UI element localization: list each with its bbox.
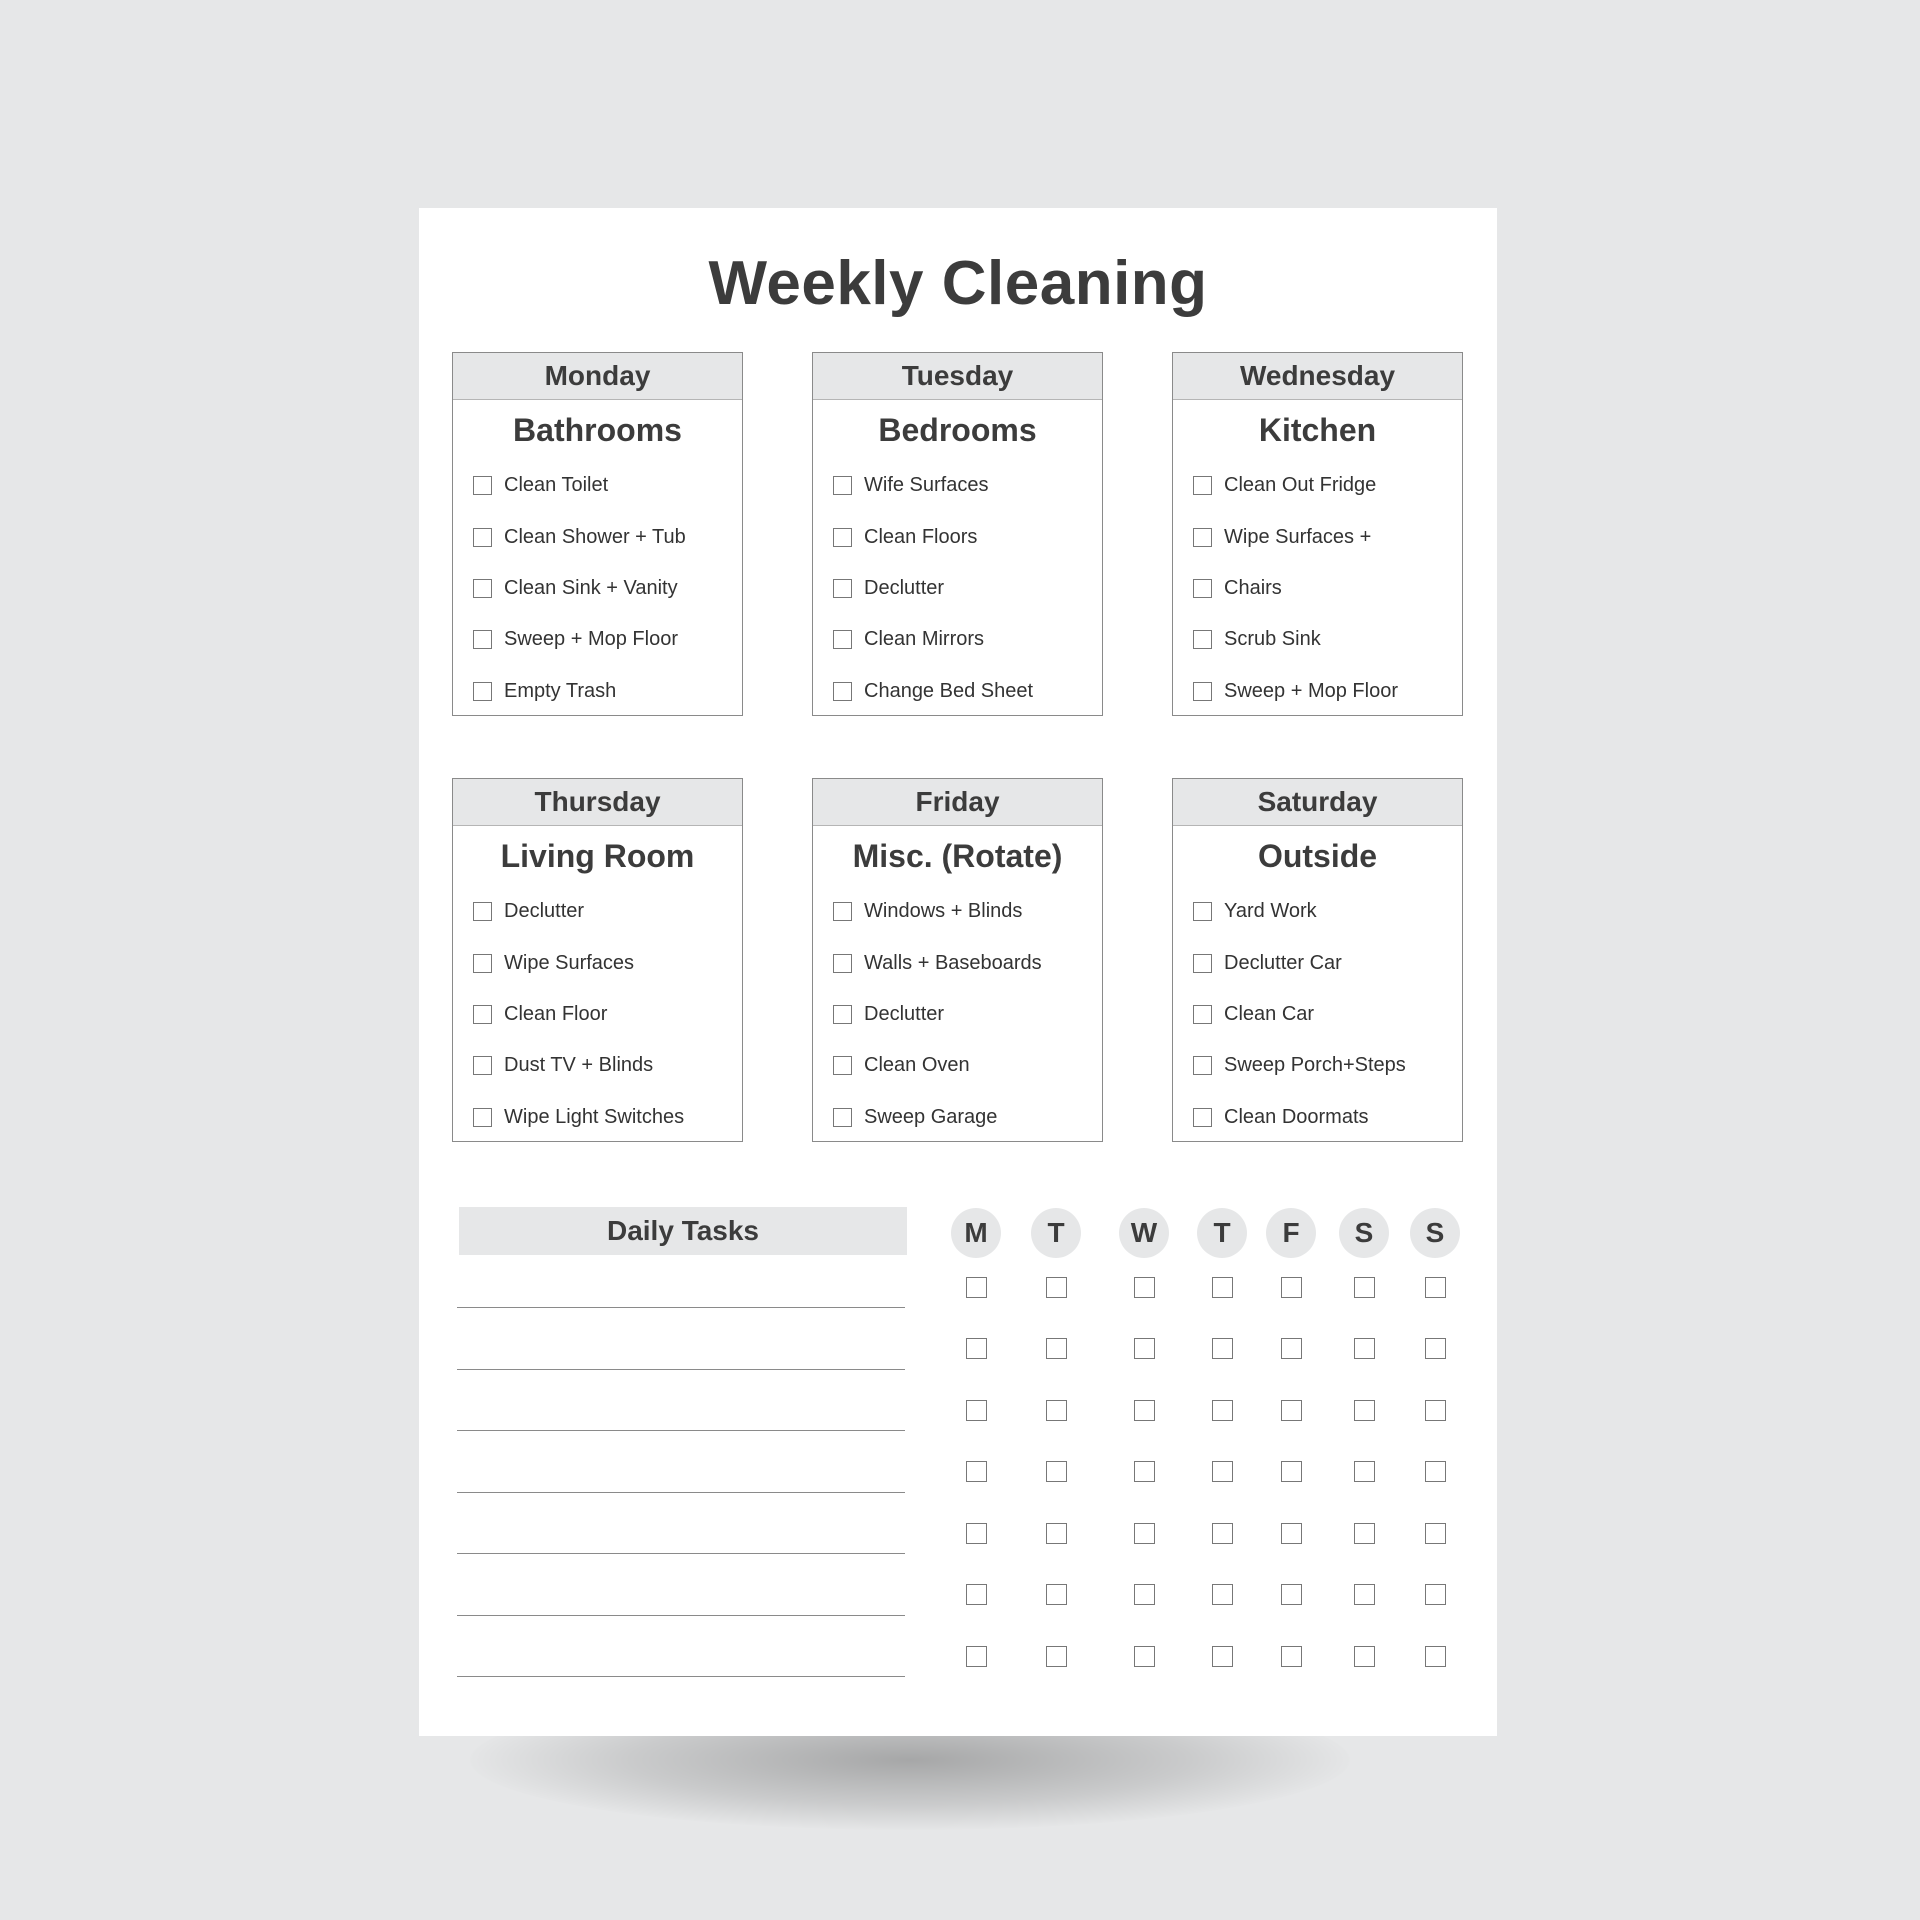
task-list [453, 460, 742, 717]
task-checkbox[interactable] [1193, 1056, 1212, 1075]
task-item [453, 614, 742, 665]
task-item [813, 989, 1102, 1040]
daily-checkbox[interactable] [1425, 1584, 1446, 1605]
daily-task-line[interactable] [457, 1615, 905, 1616]
task-checkbox[interactable] [473, 682, 492, 701]
task-checkbox[interactable] [1193, 1108, 1212, 1127]
daily-checkbox[interactable] [1281, 1277, 1302, 1298]
task-checkbox[interactable] [1193, 954, 1212, 973]
day-card-heading: Monday [453, 353, 742, 400]
daily-checkbox[interactable] [1354, 1277, 1375, 1298]
daily-task-line[interactable] [457, 1553, 905, 1554]
day-card-heading: Tuesday [813, 353, 1102, 400]
daily-checkbox[interactable] [1212, 1646, 1233, 1667]
task-label: Sweep Garage [864, 1105, 998, 1128]
daily-checkbox[interactable] [1212, 1277, 1233, 1298]
task-item [813, 460, 1102, 511]
task-label: Clean Oven [864, 1054, 970, 1077]
task-checkbox[interactable] [1193, 682, 1212, 701]
task-label: Clean Floors [864, 525, 978, 548]
day-card-monday [452, 352, 743, 716]
daily-checkbox[interactable] [966, 1338, 987, 1359]
page-title: Weekly Cleaning [708, 249, 1208, 318]
daily-checkbox[interactable] [1046, 1584, 1067, 1605]
day-card-saturday [1172, 778, 1463, 1142]
task-item [453, 886, 742, 937]
daily-checkbox[interactable] [1425, 1338, 1446, 1359]
task-label: Clean Out Fridge [1224, 474, 1377, 497]
task-item [1173, 886, 1462, 937]
room-title: Kitchen [1258, 412, 1377, 448]
daily-checkbox[interactable] [1281, 1584, 1302, 1605]
daily-checkbox[interactable] [1134, 1461, 1155, 1482]
daily-checkbox[interactable] [1425, 1646, 1446, 1667]
task-label: Wipe Surfaces [504, 951, 635, 974]
task-item [453, 937, 742, 988]
daily-checkbox[interactable] [966, 1277, 987, 1298]
day-card-heading: Wednesday [1173, 353, 1462, 400]
daily-checkbox[interactable] [1354, 1338, 1375, 1359]
task-label: Declutter [864, 576, 945, 599]
task-checkbox[interactable] [833, 682, 852, 701]
task-item [1173, 614, 1462, 665]
task-item [1173, 989, 1462, 1040]
daily-checkbox[interactable] [1354, 1646, 1375, 1667]
daily-checkbox[interactable] [1281, 1461, 1302, 1482]
task-item [813, 511, 1102, 562]
weekday-circle: F [1266, 1208, 1316, 1258]
daily-task-line[interactable] [457, 1307, 905, 1308]
daily-checkbox[interactable] [966, 1584, 987, 1605]
task-checkbox[interactable] [1193, 476, 1212, 495]
task-item [453, 563, 742, 614]
task-label: Declutter [864, 1002, 945, 1025]
task-checkbox[interactable] [1193, 630, 1212, 649]
daily-checkbox[interactable] [966, 1400, 987, 1421]
daily-task-line[interactable] [457, 1492, 905, 1493]
daily-checkbox[interactable] [1134, 1338, 1155, 1359]
task-label: Clean Mirrors [864, 628, 985, 651]
daily-checkbox[interactable] [1212, 1523, 1233, 1544]
task-item [1173, 1092, 1462, 1143]
task-checkbox[interactable] [833, 1005, 852, 1024]
task-label: Clean Car [1224, 1002, 1315, 1025]
daily-checkbox[interactable] [966, 1646, 987, 1667]
task-item [813, 563, 1102, 614]
day-card-tuesday [812, 352, 1103, 716]
task-label: Sweep + Mop Floor [1224, 679, 1398, 702]
daily-checkbox[interactable] [1425, 1400, 1446, 1421]
daily-checkbox[interactable] [1134, 1277, 1155, 1298]
task-item [1173, 1040, 1462, 1091]
task-label: Scrub Sink [1224, 628, 1321, 651]
weekday-circle: S [1410, 1208, 1460, 1258]
task-checkbox[interactable] [833, 579, 852, 598]
room-title: Misc. (Rotate) [852, 838, 1063, 874]
daily-checkbox[interactable] [1354, 1523, 1375, 1544]
task-label: Wipe Surfaces + [1224, 525, 1372, 548]
task-checkbox[interactable] [833, 1056, 852, 1075]
daily-checkbox[interactable] [1425, 1277, 1446, 1298]
task-item [1173, 563, 1462, 614]
daily-checkbox[interactable] [1281, 1646, 1302, 1667]
daily-checkbox[interactable] [1354, 1400, 1375, 1421]
daily-checkbox[interactable] [1354, 1584, 1375, 1605]
task-checkbox[interactable] [473, 902, 492, 921]
task-list [1173, 460, 1462, 717]
task-label: Yard Work [1224, 900, 1317, 923]
daily-checkbox[interactable] [1212, 1338, 1233, 1359]
task-label: Clean Doormats [1224, 1105, 1369, 1128]
room-title: Outside [1257, 838, 1378, 874]
task-checkbox[interactable] [1193, 579, 1212, 598]
daily-checkbox[interactable] [1281, 1523, 1302, 1544]
task-item [813, 1040, 1102, 1091]
task-checkbox[interactable] [473, 954, 492, 973]
task-item [453, 1092, 742, 1143]
day-card-thursday [452, 778, 743, 1142]
weekday-circle: S [1339, 1208, 1389, 1258]
daily-checkbox[interactable] [1212, 1584, 1233, 1605]
daily-task-line[interactable] [457, 1676, 905, 1677]
task-label: Windows + Blinds [864, 900, 1023, 923]
task-item [453, 1040, 742, 1091]
task-checkbox[interactable] [1193, 528, 1212, 547]
task-checkbox[interactable] [473, 1005, 492, 1024]
task-item [453, 460, 742, 511]
daily-checkbox[interactable] [1046, 1523, 1067, 1544]
daily-checkbox[interactable] [1212, 1400, 1233, 1421]
daily-checkbox[interactable] [1281, 1338, 1302, 1359]
room-title: Bedrooms [878, 412, 1037, 448]
task-label: Wife Surfaces [864, 474, 989, 497]
task-item [1173, 666, 1462, 717]
task-checkbox[interactable] [473, 1056, 492, 1075]
task-item [1173, 511, 1462, 562]
daily-checkbox[interactable] [1046, 1338, 1067, 1359]
task-label: Sweep Porch+Steps [1224, 1054, 1406, 1077]
daily-checkbox[interactable] [1134, 1400, 1155, 1421]
weekday-circle: W [1119, 1208, 1169, 1258]
task-label: Clean Toilet [504, 474, 609, 497]
task-label: Wipe Light Switches [504, 1105, 685, 1128]
daily-checkbox[interactable] [1281, 1400, 1302, 1421]
daily-checkbox[interactable] [1046, 1461, 1067, 1482]
task-checkbox[interactable] [833, 1108, 852, 1127]
task-item [813, 1092, 1102, 1143]
task-item [1173, 460, 1462, 511]
daily-checkbox[interactable] [1046, 1646, 1067, 1667]
task-label: Clean Shower + Tub [504, 525, 686, 548]
daily-checkbox[interactable] [1134, 1523, 1155, 1544]
task-checkbox[interactable] [473, 630, 492, 649]
day-card-heading: Saturday [1173, 779, 1462, 826]
task-label: Empty Trash [504, 679, 617, 702]
daily-tasks-heading: Daily Tasks [459, 1207, 907, 1255]
task-label: Declutter [504, 900, 585, 923]
task-checkbox[interactable] [833, 476, 852, 495]
task-label: Clean Floor [504, 1002, 608, 1025]
task-label: Change Bed Sheet [864, 679, 1034, 702]
day-card-heading: Thursday [453, 779, 742, 826]
task-checkbox[interactable] [473, 579, 492, 598]
daily-checkbox[interactable] [1134, 1584, 1155, 1605]
task-checkbox[interactable] [833, 528, 852, 547]
daily-checkbox[interactable] [1046, 1277, 1067, 1298]
daily-checkbox[interactable] [1425, 1523, 1446, 1544]
task-label: Clean Sink + Vanity [504, 576, 678, 599]
task-label: Sweep + Mop Floor [504, 628, 678, 651]
day-card-heading: Friday [813, 779, 1102, 826]
room-title: Bathrooms [513, 412, 682, 448]
task-checkbox[interactable] [473, 528, 492, 547]
task-item [813, 666, 1102, 717]
task-list [813, 886, 1102, 1143]
task-list [1173, 886, 1462, 1143]
day-card-wednesday [1172, 352, 1463, 716]
task-checkbox[interactable] [473, 476, 492, 495]
task-item [453, 511, 742, 562]
task-checkbox[interactable] [1193, 902, 1212, 921]
task-item [813, 937, 1102, 988]
task-item [453, 989, 742, 1040]
daily-task-line[interactable] [457, 1430, 905, 1431]
task-label: Dust TV + Blinds [504, 1054, 654, 1077]
daily-checkbox[interactable] [1046, 1400, 1067, 1421]
weekday-circle: T [1031, 1208, 1081, 1258]
daily-checkbox[interactable] [1354, 1461, 1375, 1482]
task-item [1173, 937, 1462, 988]
task-label: Walls + Baseboards [864, 951, 1042, 974]
daily-checkbox[interactable] [1212, 1461, 1233, 1482]
daily-task-line[interactable] [457, 1369, 905, 1370]
task-label: Chairs [1224, 576, 1282, 599]
daily-checkbox[interactable] [1425, 1461, 1446, 1482]
task-list [453, 886, 742, 1143]
planner-page [419, 208, 1497, 1736]
daily-checkbox[interactable] [966, 1523, 987, 1544]
room-title: Living Room [500, 838, 695, 874]
task-item [813, 614, 1102, 665]
task-checkbox[interactable] [1193, 1005, 1212, 1024]
day-card-friday [812, 778, 1103, 1142]
task-checkbox[interactable] [473, 1108, 492, 1127]
daily-checkbox[interactable] [1134, 1646, 1155, 1667]
task-label: Declutter Car [1224, 951, 1342, 974]
task-checkbox[interactable] [833, 630, 852, 649]
daily-checkbox[interactable] [966, 1461, 987, 1482]
task-item [453, 666, 742, 717]
task-item [813, 886, 1102, 937]
task-checkbox[interactable] [833, 902, 852, 921]
task-checkbox[interactable] [833, 954, 852, 973]
weekday-circle: T [1197, 1208, 1247, 1258]
weekday-circle: M [951, 1208, 1001, 1258]
task-list [813, 460, 1102, 717]
